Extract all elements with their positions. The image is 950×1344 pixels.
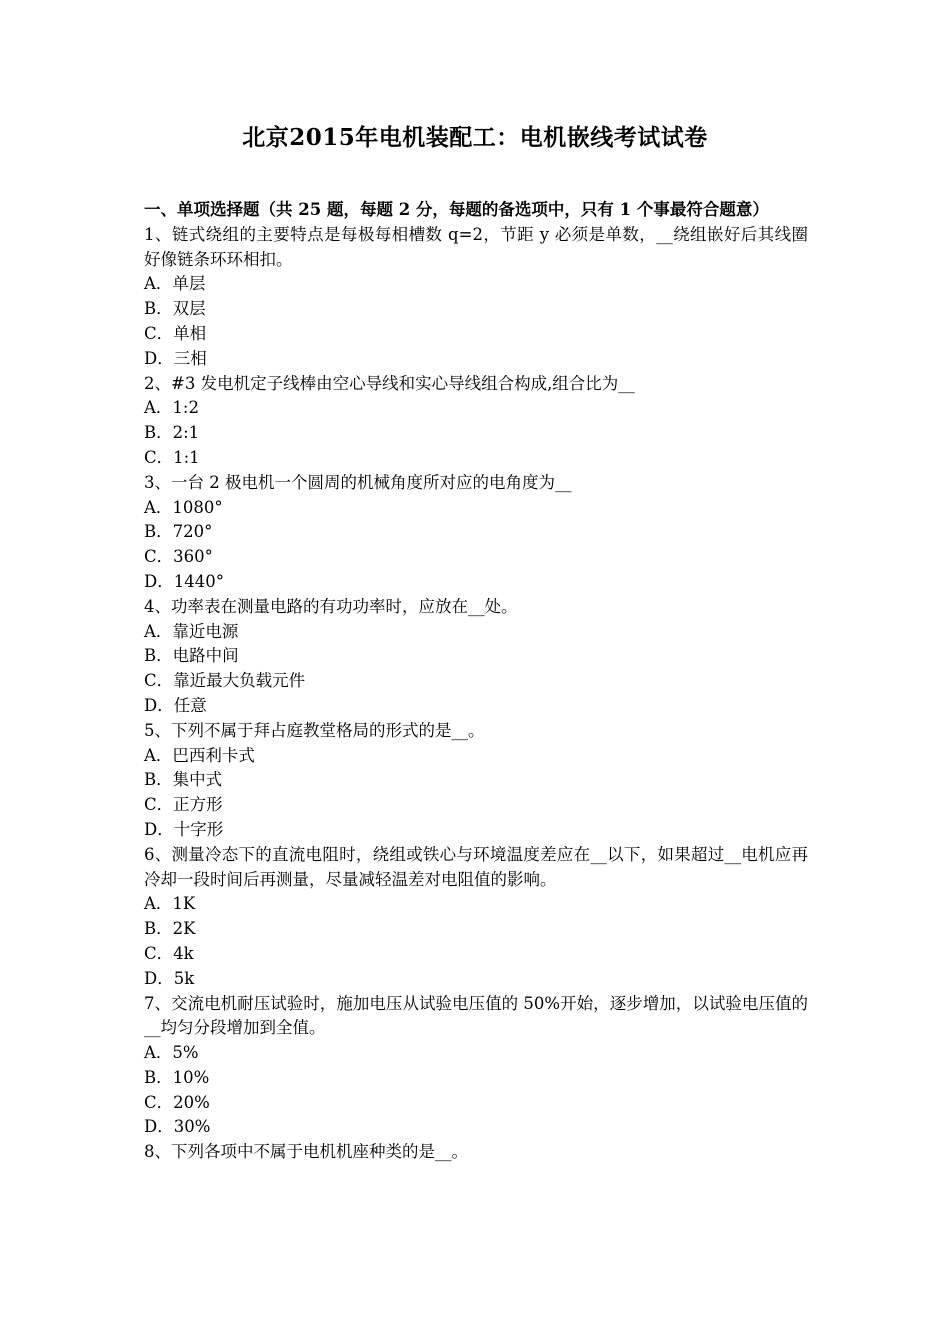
option-b: B．2:1 — [144, 423, 200, 443]
option-b: B．10% — [144, 1067, 210, 1087]
option-a: A．1080° — [144, 497, 223, 517]
question-stem: 6、测量冷态下的直流电阻时，绕组或铁心与环境温度差应在__以下，如果超过__电机应再冷却一段时间后再测量，尽量减轻温差对电阻值的影响。 — [144, 844, 808, 889]
option-a: A．5% — [144, 1043, 199, 1063]
option-d: D．5k — [144, 968, 195, 988]
option-d: D．三相 — [144, 348, 207, 368]
option-b: B．720° — [144, 522, 213, 542]
question-2 — [144, 372, 808, 471]
option-a: A．1K — [144, 894, 196, 914]
option-d: D．任意 — [144, 695, 207, 715]
question-3 — [144, 471, 808, 595]
option-b: B．2K — [144, 919, 196, 939]
question-5 — [144, 719, 808, 843]
question-1 — [144, 223, 808, 372]
option-c: C．1:1 — [144, 447, 200, 467]
document-body — [144, 198, 808, 1165]
question-7 — [144, 992, 808, 1141]
option-d: D．30% — [144, 1117, 211, 1137]
option-a: A．巴西利卡式 — [144, 745, 255, 765]
option-a: A．单层 — [144, 274, 206, 294]
question-stem: 3、一台 2 极电机一个圆周的机械角度所对应的电角度为__ — [144, 472, 572, 492]
option-a: A．靠近电源 — [144, 621, 239, 641]
document-title: 北京2015年电机装配工：电机嵌线考试试卷 — [242, 124, 708, 151]
option-d: D．1440° — [144, 571, 224, 591]
option-b: B．电路中间 — [144, 646, 239, 666]
section-heading: 一、单项选择题（共 25 题，每题 2 分，每题的备选项中，只有 1 个事最符合题意） — [144, 200, 769, 219]
question-8 — [144, 1140, 808, 1165]
option-c: C．正方形 — [144, 795, 223, 815]
question-stem: 4、功率表在测量电路的有功功率时，应放在__处。 — [144, 596, 518, 616]
question-stem: 8、下列各项中不属于电机机座种类的是__。 — [144, 1142, 468, 1162]
option-c: C．靠近最大负载元件 — [144, 671, 306, 691]
option-a: A．1:2 — [144, 398, 199, 418]
question-stem: 2、#3 发电机定子线棒由空心导线和实心导线组合构成,组合比为__ — [144, 373, 635, 393]
option-b: B．集中式 — [144, 770, 223, 790]
question-4 — [144, 595, 808, 719]
option-b: B．双层 — [144, 299, 206, 319]
question-stem: 5、下列不属于拜占庭教堂格局的形式的是__。 — [144, 720, 485, 740]
option-c: C．360° — [144, 547, 213, 567]
question-stem: 7、交流电机耐压试验时，施加电压从试验电压值的 50%开始，逐步增加，以试验电压值的__均匀分段增加到全值。 — [144, 993, 808, 1038]
question-stem: 1、链式绕组的主要特点是每极每相槽数 q=2，节距 y 必须是单数，__绕组嵌好后其线圈好像链条环环相扣。 — [144, 224, 808, 269]
option-c: C．单相 — [144, 323, 207, 343]
option-c: C．4k — [144, 943, 194, 963]
question-6 — [144, 843, 808, 992]
option-c: C．20% — [144, 1092, 210, 1112]
option-d: D．十字形 — [144, 819, 224, 839]
